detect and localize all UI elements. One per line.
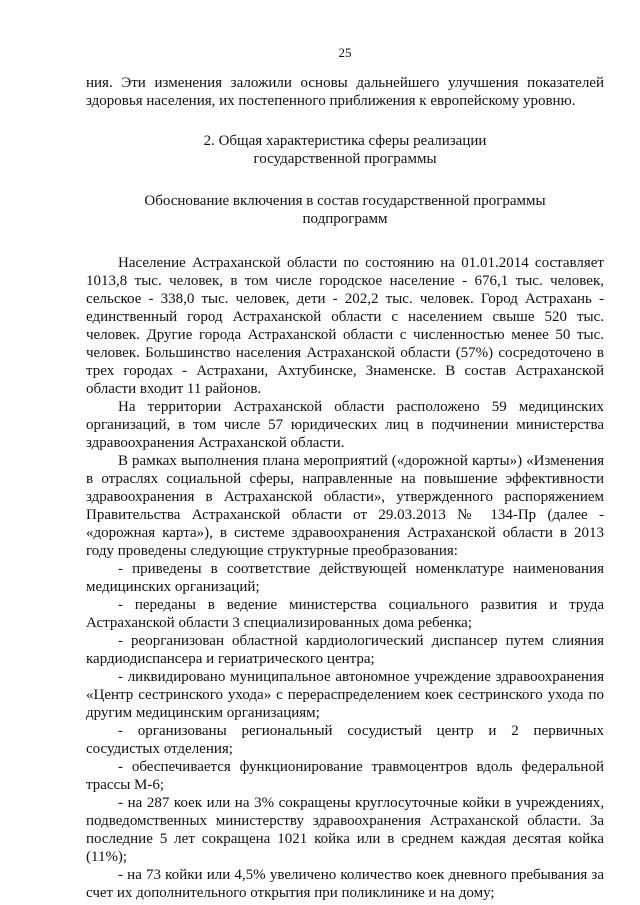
- intro-paragraph: ния. Эти изменения заложили основы дальнейшего улучшения показателей здоровья населения, их постепенного приближения к европейскому уровню.: [86, 75, 604, 109]
- document-page: [86, 44, 604, 902]
- list-item: - организованы региональный сосудистый центр и 2 первичных сосудистых отделения;: [86, 723, 604, 757]
- paragraph-population: Население Астраханской области по состоянию на 01.01.2014 составляет 1013,8 тыс. человек, в том числе городское население - 676,1 тыс. человек, сельское - 338,0 тыс. человек, дети - 202,2 тыс. человек. Город Астрахань - единственный город Астраханской области с населением свыше 520 тыс. человек. Другие города Астраханской области с численностью менее 50 тыс. человек. Большинство населения Астраханской области (57%) сосредоточено в трех городах - Астрахани, Ахтубинске, Знаменске. В состав Астраханской области входит 11 районов.: [86, 255, 604, 397]
- section-heading-line-1: 2. Общая характеристика сферы реализации: [203, 133, 487, 149]
- structural-changes-list: [86, 560, 604, 902]
- section-heading: [86, 132, 604, 168]
- page-number: 25: [338, 45, 352, 60]
- subsection-heading: [86, 192, 604, 228]
- section-heading-line-2: государственной программы: [253, 151, 437, 167]
- list-item: - на 287 коек или на 3% сокращены круглосуточные койки в учреждениях, подведомственных министерству здравоохранения Астраханской области. За последние 5 лет сокращена 1021 койка или в среднем каждая десятая койка (11%);: [86, 795, 604, 865]
- subsection-heading-line-2: подпрограмм: [302, 211, 388, 227]
- list-item: - приведены в соответствие действующей номенклатуре наименования медицинских организаций;: [86, 561, 604, 595]
- list-item: - обеспечивается функционирование травмоцентров вдоль федеральной трассы М-6;: [86, 759, 604, 793]
- paragraph-medical-organizations: На территории Астраханской области расположено 59 медицинских организаций, в том числе 57 юридических лиц в подчинении министерства здравоохранения Астраханской области.: [86, 399, 604, 451]
- subsection-heading-line-1: Обоснование включения в состав государственной программы: [144, 193, 546, 209]
- paragraph-roadmap: В рамках выполнения плана мероприятий («дорожной карты») «Изменения в отраслях социальной сферы, направленные на повышение эффективности здравоохранения в Астраханской области», утвержденного распоряжением Правительства Астраханской области от 29.03.2013 № 134-Пр (далее - «дорожная карта»), в системе здравоохранения Астраханской области в 2013 году проведены следующие структурные преобразования:: [86, 453, 604, 559]
- list-item: - на 73 койки или 4,5% увеличено количество коек дневного пребывания за счет их дополнительного открытия при поликлинике и на дому;: [86, 867, 604, 901]
- list-item: - переданы в ведение министерства социального развития и труда Астраханской области 3 специализированных дома ребенка;: [86, 597, 604, 631]
- list-item: - ликвидировано муниципальное автономное учреждение здравоохранения «Центр сестринского ухода» с перераспределением коек сестринского ухода по другим медицинским организациям;: [86, 669, 604, 721]
- list-item: - реорганизован областной кардиологический диспансер путем слияния кардиодиспансера и гериатрического центра;: [86, 633, 604, 667]
